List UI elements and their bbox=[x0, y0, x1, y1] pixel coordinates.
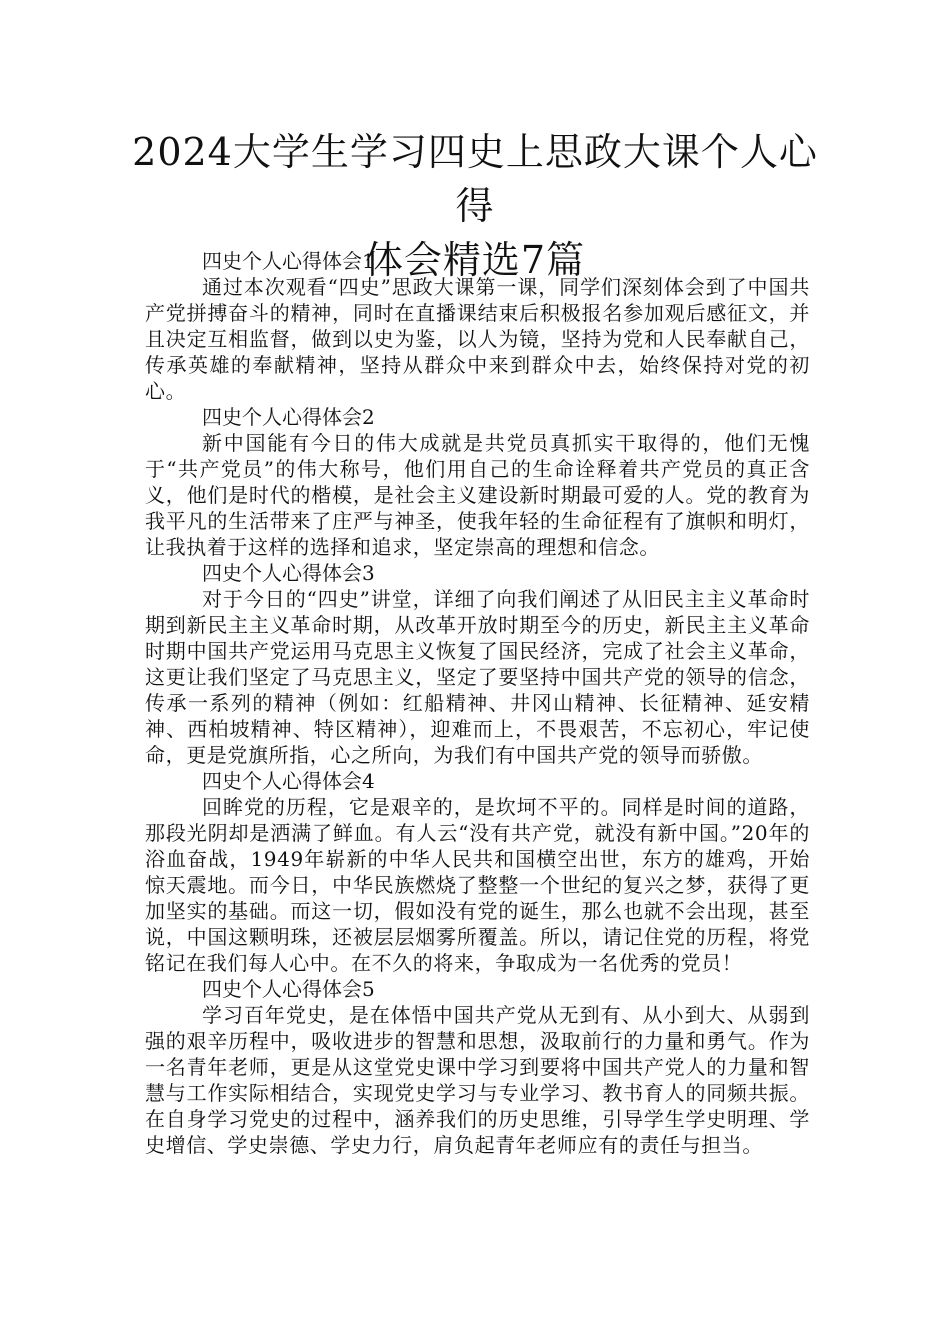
document-title-line-1: 2024大学生学习四史上思政大课个人心得 bbox=[132, 130, 818, 228]
section-heading-5: 四史个人心得体会5 bbox=[202, 977, 375, 1001]
section-text-4: 回眸党的历程，它是艰辛的，是坎坷不平的。同样是时间的道路，那段光阴却是洒满了鲜血。有人云“没有共产党，就没有新中国。”20年的浴血奋战，1949年崭新的中华人民共和国横空出世，东方的雄鸡，开始惊天震地。而今日，中华民族燃烧了整整一个世纪的复兴之梦，获得了更加坚实的基础。而这一切，假如没有党的诞生，那么也就不会出现，甚至说，中国这颗明珠，还被层层烟雾所覆盖。所以，请记住党的历程，将党铭记在我们每人心中。在不久的将来，争取成为一名优秀的党员！ bbox=[145, 795, 810, 975]
section-heading-4: 四史个人心得体会4 bbox=[202, 769, 375, 793]
section-heading-2: 四史个人心得体会2 bbox=[202, 405, 375, 429]
section-text-5: 学习百年党史，是在体悟中国共产党从无到有、从小到大、从弱到强的艰辛历程中，吸收进步的智慧和思想，汲取前行的力量和勇气。作为一名青年老师，更是从这堂党史课中学习到要将中国共产党人的力量和智慧与工作实际相结合，实现党史学习与专业学习、教书育人的同频共振。在自身学习党史的过程中，涵养我们的历史思维，引导学生学史明理、学史增信、学史崇德、学史力行，肩负起青年老师应有的责任与担当。 bbox=[145, 1003, 810, 1157]
section-heading-1: 四史个人心得体会1 bbox=[202, 249, 375, 273]
section-text-1: 通过本次观看“四史”思政大课第一课，同学们深刻体会到了中国共产党拼搏奋斗的精神，同时在直播课结束后积极报名参加观后感征文，并且决定互相监督，做到以史为鉴，以人为镜，坚持为党和人民奉献自己，传承英雄的奉献精神，坚持从群众中来到群众中去，始终保持对党的初心。 bbox=[145, 275, 810, 403]
section-text-2: 新中国能有今日的伟大成就是共党员真抓实干取得的，他们无愧于“共产党员”的伟大称号，他们用自己的生命诠释着共产党员的真正含义，他们是时代的楷模，是社会主义建设新时期最可爱的人。党的教育为我平凡的生活带来了庄严与神圣，使我年轻的生命征程有了旗帜和明灯，让我执着于这样的选择和追求，坚定崇高的理想和信念。 bbox=[145, 431, 810, 559]
document-body bbox=[145, 248, 810, 1158]
section-heading-3: 四史个人心得体会3 bbox=[202, 561, 375, 585]
document-title-line-2: 体会精选7篇 bbox=[364, 238, 586, 282]
section-text-3: 对于今日的“四史”讲堂，详细了向我们阐述了从旧民主主义革命时期到新民主主义革命时期，从改革开放时期至今的历史，新民主主义革命时期中国共产党运用马克思主义恢复了国民经济，完成了社会主义革命，这更让我们坚定了马克思主义，坚定了要坚持中国共产党的领导的信念，传承一系列的精神（例如：红船精神、井冈山精神、长征精神、延安精神、西柏坡精神、特区精神），迎难而上，不畏艰苦，不忘初心，牢记使命，更是党旗所指，心之所向，为我们有中国共产党的领导而骄傲。 bbox=[145, 587, 810, 767]
